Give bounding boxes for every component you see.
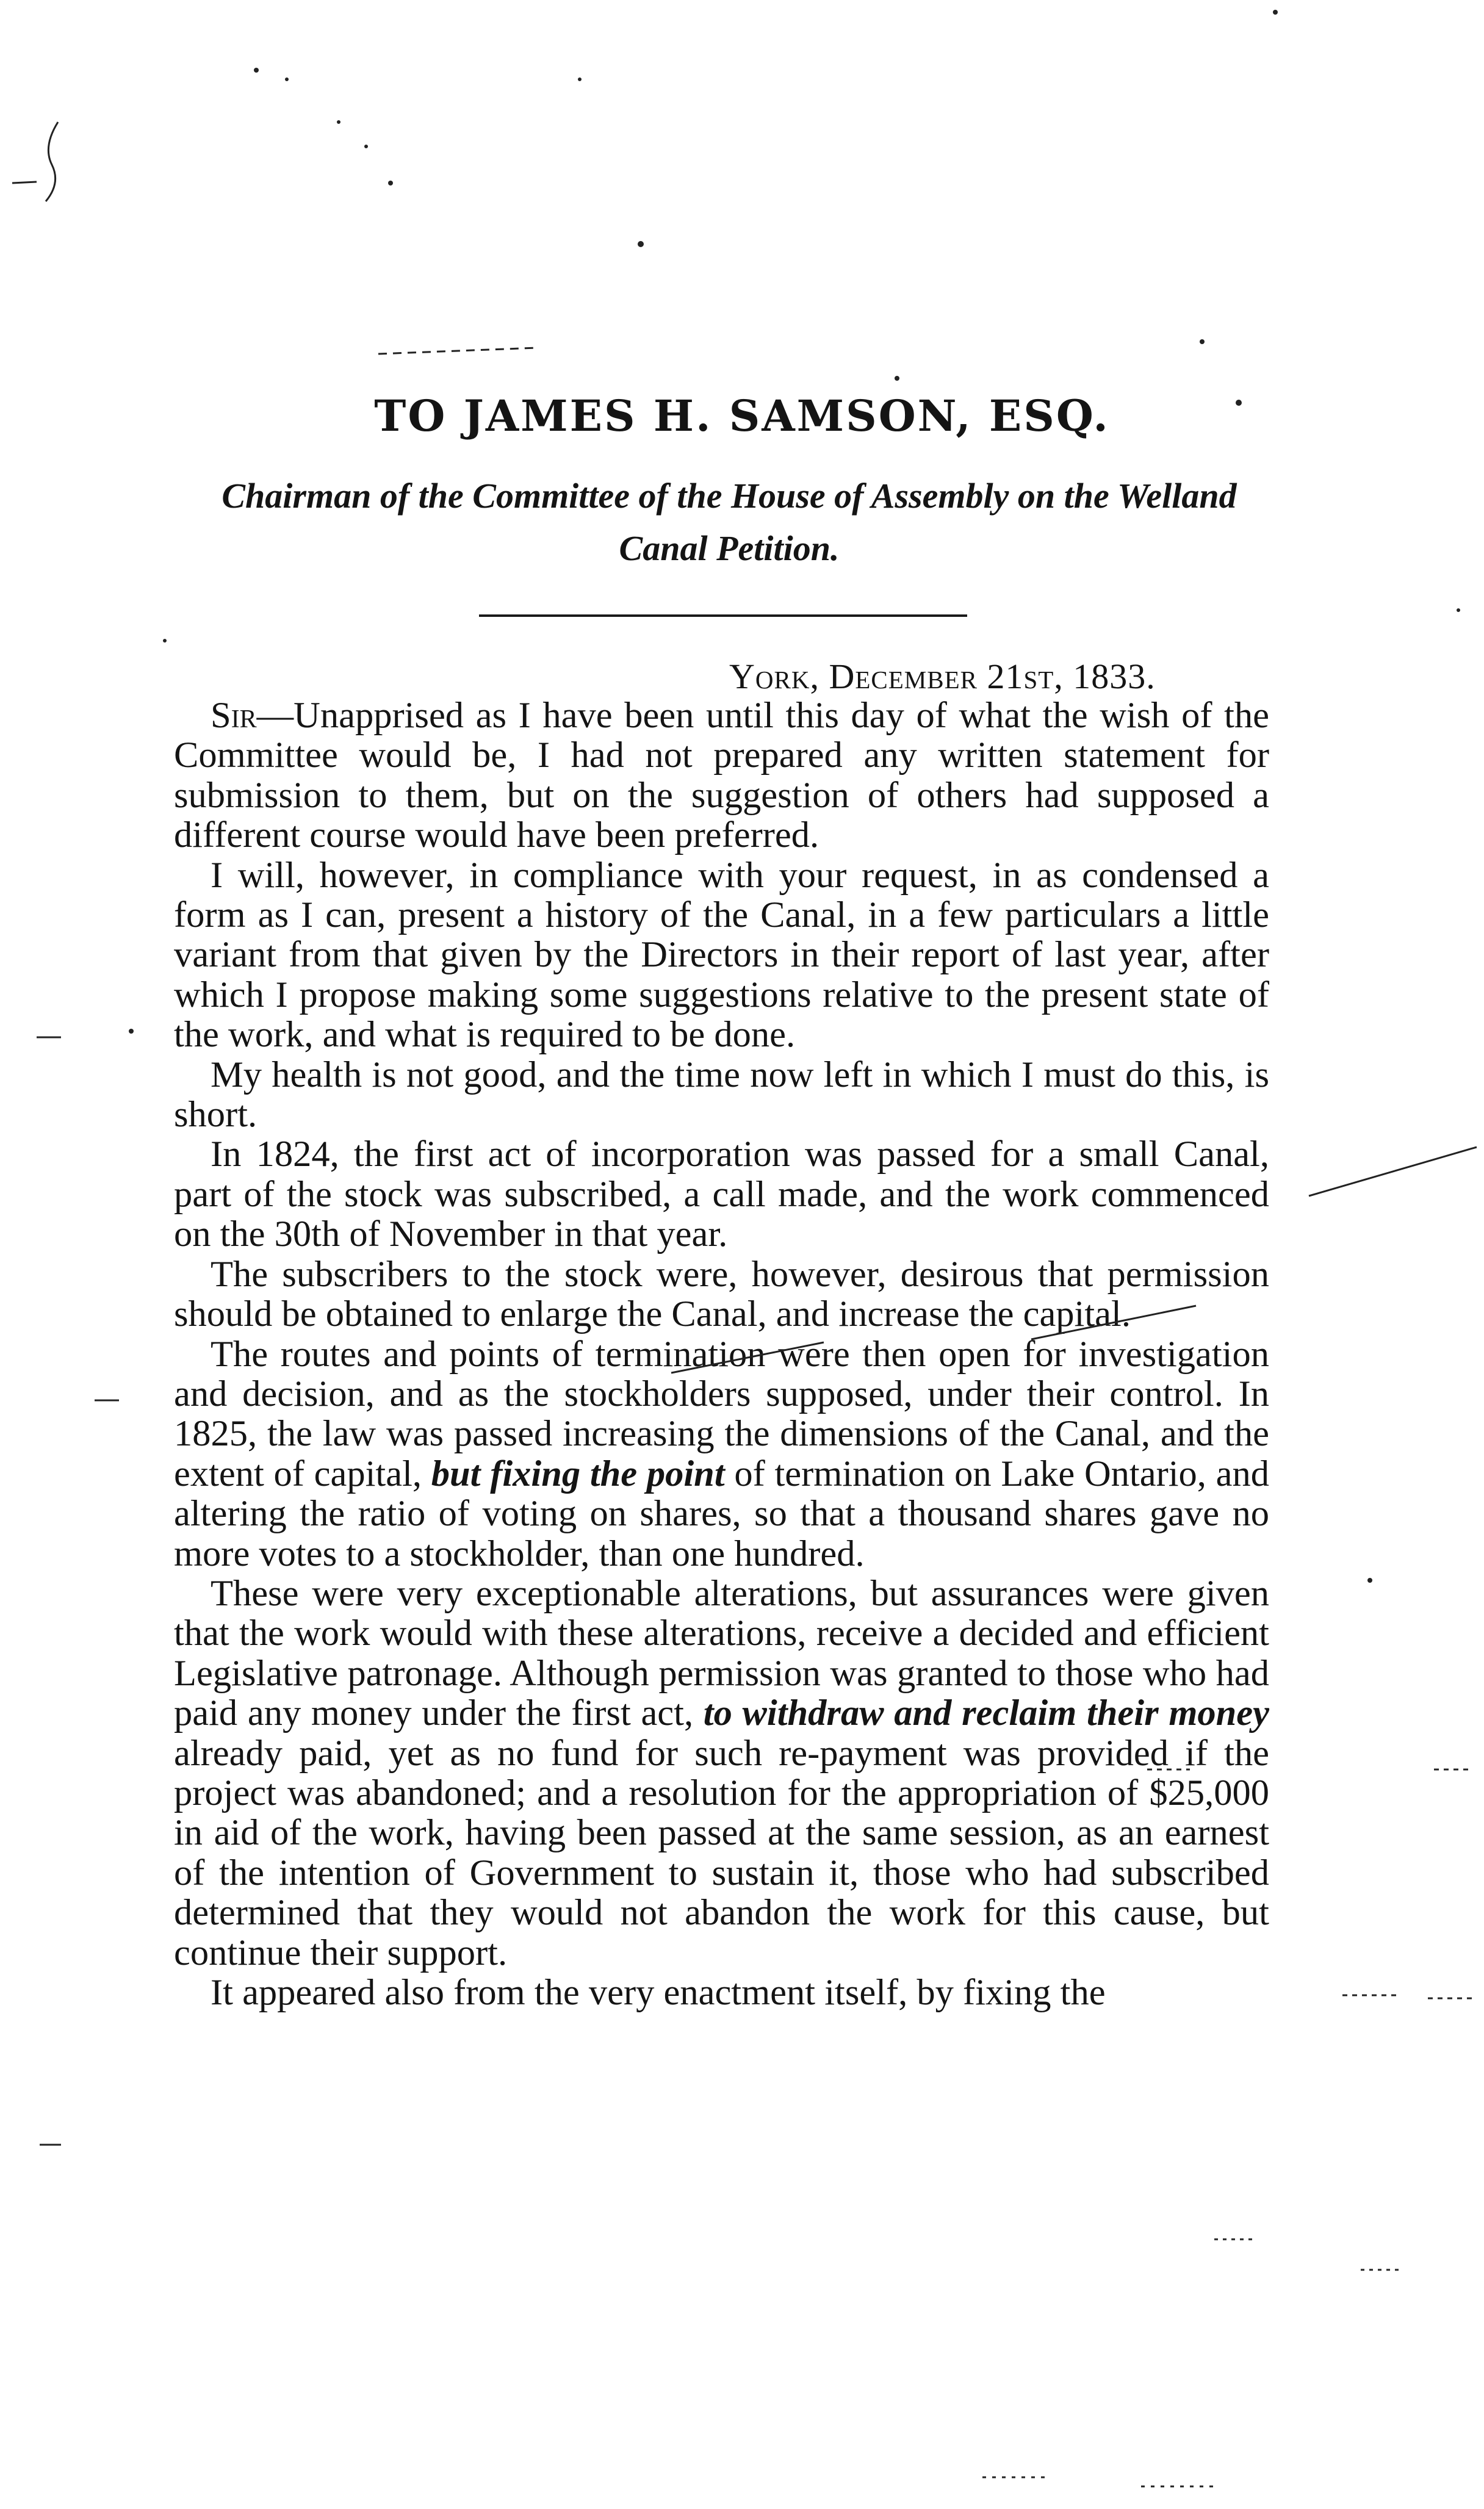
horizontal-rule [479, 614, 967, 617]
paragraph-6-text-a: The routes and points of termination were then open for investigation and decision, and as the stockholders supposed, under their control. In 1825, the law was passed increasing the dimensions of the Canal, and the extent of capital, [174, 1333, 1269, 1494]
letter-subtitle [183, 470, 1275, 575]
paragraph-5: The subscribers to the stock were, however, desirous that permission should be obtained to enlarge the Canal, and increase the capital. [174, 1253, 1269, 1335]
paragraph-7-text-b: already paid, yet as no fund for such re-payment was provided if the project was abandoned; and a resolution for the appropriation of $25,000 in aid of the work, having been passed at the same session, as an earnest of the intention of Government to sustain it, those who had subscribed determined that they would not abandon the work for this cause, but continue their support. [174, 1732, 1269, 1973]
paragraph-6-emphasis: but fixing the point [431, 1453, 725, 1494]
paragraph-6-text-b: of termination on Lake Ontario, and altering the ratio of voting on shares, so that a thousand shares gave no more votes to a stockholder, than one hundred. [174, 1453, 1269, 1574]
paragraph-1 [174, 696, 1269, 855]
paragraph-3: My health is not good, and the time now left in which I must do this, is short. [174, 1054, 1269, 1136]
subtitle-line-1: Chairman of the Committee of the House of Assembly on the Welland [222, 476, 1237, 516]
paragraph-7 [174, 1574, 1269, 1973]
paragraph-6 [174, 1334, 1269, 1574]
letter-body [174, 696, 1269, 2012]
salutation: Sir [211, 695, 257, 736]
paragraph-7-emphasis: to withdraw and reclaim their money [703, 1693, 1269, 1734]
paragraph-8: It appeared also from the very enactment itself, by fixing the [211, 1972, 1106, 2013]
paragraph-2: I will, however, in compliance with your request, in as condensed a form as I can, present a history of the Canal, in a few particulars a little variant from that given by the Directors in their report of last year, after which I propose making some suggestions relative to the present state of the work, and what is required to be done. [174, 854, 1269, 1056]
subtitle-line-2: Canal Petition. [619, 528, 840, 568]
paragraph-1-text: —Unapprised as I have been until this day of what the wish of the Committee would be, I had not prepared any written statement for submission to them, but on the suggestion of others had supposed a different course would have been preferred. [174, 695, 1269, 856]
letter-heading: TO JAMES H. SAMSON, ESQ. [374, 391, 1110, 441]
paragraph-4: In 1824, the first act of incorporation was passed for a small Canal, part of the stock was subscribed, a call made, and the work commenced on the 30th of November in that year. [174, 1134, 1269, 1255]
dateline: York, December 21st, 1833. [729, 657, 1156, 696]
paragraph-7-text-a: These were very exceptionable alterations, but assurances were given that the work would with these alterations, receive a decided and efficient Legislative patronage. Although permission was granted to those who had paid any money under the first act, [174, 1572, 1269, 1734]
